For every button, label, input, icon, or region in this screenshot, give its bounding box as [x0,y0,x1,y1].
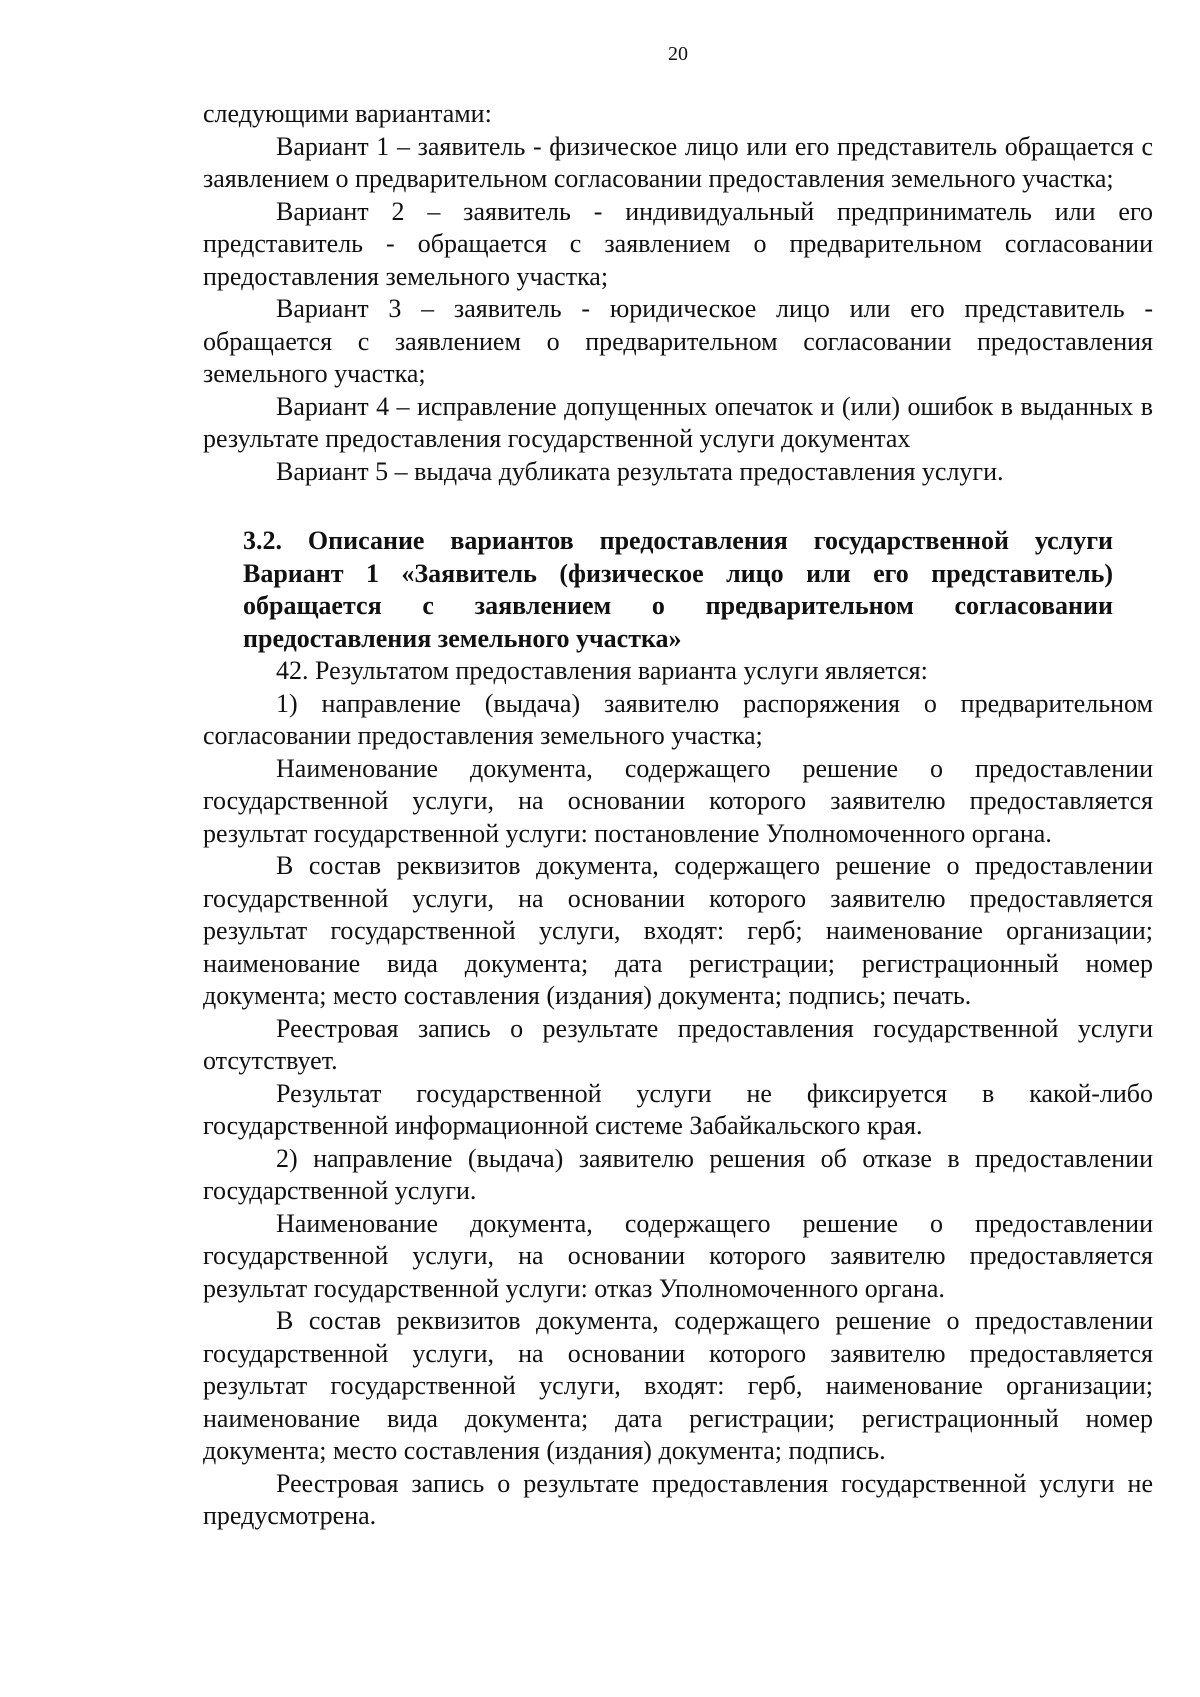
section-spacer [203,488,1153,525]
paragraph-info-system: Результат государственной услуги не фиксируется в какой-либо государственной информационной системе Забайкальского края. [203,1078,1153,1140]
paragraph-result-2: 2) направление (выдача) заявителю решения об отказе в предоставлении государственной услуги. [203,1143,1153,1205]
paragraph-result-1: 1) направление (выдача) заявителю распоряжения о предварительном согласовании предоставления земельного участка; [203,688,1153,750]
page-number: 20 [668,43,688,65]
intro-line: следующими вариантами: [203,99,492,128]
paragraph-document-name-2: Наименование документа, содержащего решение о предоставлении государственной услуги, на основании которого заявителю предоставляется результат государственной услуги: отказ Уполномоченного органа. [203,1208,1153,1303]
variant-4: Вариант 4 – исправление допущенных опечаток и (или) ошибок в выданных в результате предоставления государственной услуги документах [203,391,1153,453]
variant-1: Вариант 1 – заявитель - физическое лицо или его представитель обращается с заявлением о предварительном согласовании предоставления земельного участка; [203,131,1153,193]
paragraph-requisites-2: В состав реквизитов документа, содержащего решение о предоставлении государственной услуги, на основании которого заявителю предоставляется результат государственной услуги, входят: герб, наименование организации; наименование вида документа; дата регистрации; регистрационный номер документа; место составления (издания) документа; подпись. [203,1306,1153,1465]
paragraph-requisites-1: В состав реквизитов документа, содержащего решение о предоставлении государственной услуги, на основании которого заявителю предоставляется результат государственной услуги, входят: герб; наименование организации; наименование вида документа; дата регистрации; регистрационный номер документа; место составления (издания) документа; подпись; печать. [203,851,1153,1010]
paragraph-registry-1: Реестровая запись о результате предоставления государственной услуги отсутствует. [203,1013,1153,1075]
section-heading: 3.2. Описание вариантов предоставления государственной услуги Вариант 1 «Заявитель (физическое лицо или его представитель) обращается с заявлением о предварительном согласовании предоставления земельного участка» [243,526,1113,653]
paragraph-document-name-1: Наименование документа, содержащего решение о предоставлении государственной услуги, на основании которого заявителю предоставляется результат государственной услуги: постановление Уполномоченного органа. [203,753,1153,848]
variant-3: Вариант 3 – заявитель - юридическое лицо или его представитель - обращается с заявлением о предварительном согласовании предоставления земельного участка; [203,294,1153,388]
document-body [203,98,1153,1533]
paragraph-registry-2: Реестровая запись о результате предоставления государственной услуги не предусмотрена. [203,1468,1153,1530]
variant-5: Вариант 5 – выдача дубликата результата предоставления услуги. [276,456,1004,486]
variant-2: Вариант 2 – заявитель - индивидуальный предприниматель или его представитель - обращается с заявлением о предварительном согласовании предоставления земельного участка; [203,196,1153,291]
paragraph-result-intro: 42. Результатом предоставления варианта услуги является: [276,656,928,685]
